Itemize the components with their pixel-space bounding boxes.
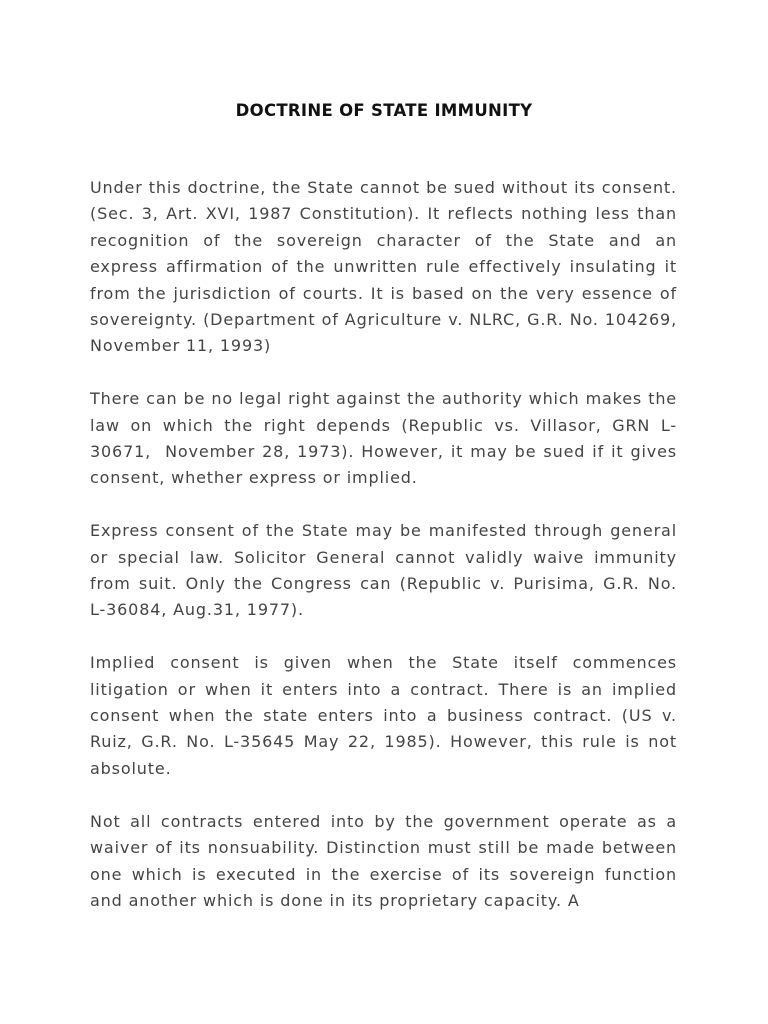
paragraph-state-immunity-definition: Under this doctrine, the State cannot be sued without its consent. (Sec. 3, Art. XVI, 1987 Constitution). It reflects nothing less than recognition of the sovereign character of the State and an express affirmation of the unwritten rule effectively insulating it from the jurisdiction of courts. It is based on the very essence of sovereignty. (Department of Agriculture v. NLRC, G.R. No. 104269, November 11, 1993) xyxy=(90,178,683,356)
paragraph-express-consent: Express consent of the State may be manifested through general or special law. Solicitor General cannot validly waive immunity from suit. Only the Congress can (Republic v. Purisima, G.R. No. L-36084, Aug.31, 1977). xyxy=(90,521,689,620)
document-body xyxy=(90,175,689,941)
paragraph-implied-consent: Implied consent is given when the State itself commences litigation or when it enters into a contract. There is an implied consent when the state enters into a business contract. (US v. Ruiz, G.R. No. L-35645 May 22, 1985). However, this rule is not absolute. xyxy=(90,653,683,778)
document-title: DOCTRINE OF STATE IMMUNITY xyxy=(235,101,533,120)
paragraph-no-legal-right: There can be no legal right against the authority which makes the law on which the right depends (Republic vs. Villasor, GRN L-30671, November 28, 1973). However, it may be sued if it gives consent, whether express or implied. xyxy=(90,389,683,488)
paragraph-contracts-waiver: Not all contracts entered into by the government operate as a waiver of its nonsuability. Distinction must still be made between one which is executed in the exercise of its sovereign function and another which is done in its proprietary capacity. A xyxy=(90,811,683,910)
